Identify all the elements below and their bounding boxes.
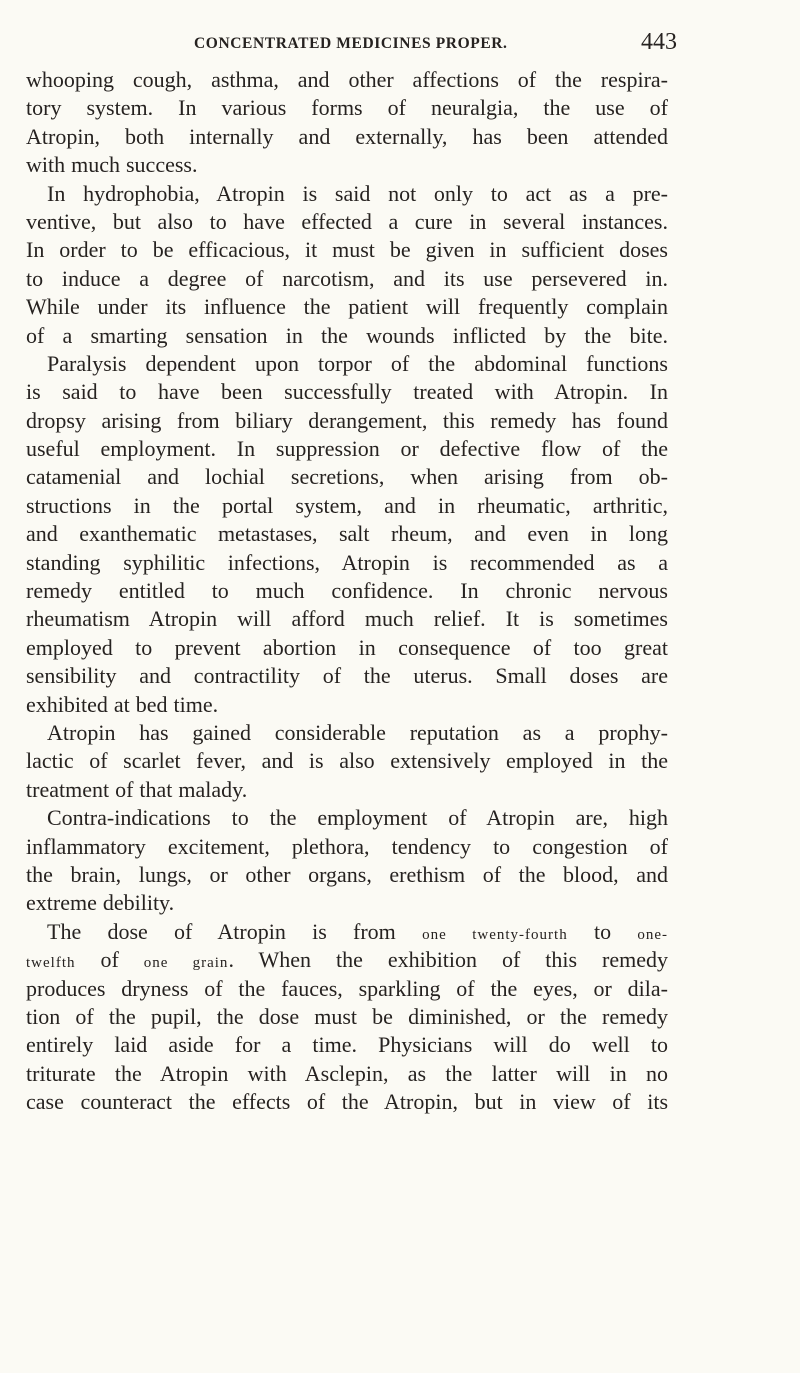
page-number: 443 — [641, 29, 677, 55]
text-line: structions in the portal system, and in rheumatic, arthritic, — [26, 492, 668, 518]
body-text — [26, 66, 668, 1116]
text-line: and exanthematic metastases, salt rheum, and even in long — [26, 521, 668, 547]
text-line: to induce a degree of narcotism, and its use persevered in. — [26, 265, 668, 291]
text-line: sensibility and contractility of the uterus. Small doses are — [26, 663, 668, 689]
text-line: Paralysis dependent upon torpor of the abdominal functions — [47, 350, 668, 376]
text-line: is said to have been successfully treated with Atropin. In — [26, 379, 668, 405]
text-line: treatment of that malady. — [26, 776, 248, 802]
text-line: dropsy arising from biliary derangement, this remedy has found — [26, 407, 668, 433]
text-line: catamenial and lochial secretions, when arising from ob- — [26, 464, 668, 490]
text-line: triturate the Atropin with Asclepin, as the latter will in no — [26, 1060, 668, 1086]
text-line: with much success. — [26, 152, 198, 178]
text-line: extreme debility. — [26, 890, 175, 916]
text-line: produces dryness of the fauces, sparkling of the eyes, or dila- — [26, 975, 668, 1001]
running-title: CONCENTRATED MEDICINES PROPER. — [194, 35, 508, 52]
dose-small-caps: twelfth — [26, 955, 76, 972]
text-line: ventive, but also to have effected a cure in several instances. — [26, 208, 668, 234]
text-line: exhibited at bed time. — [26, 691, 219, 717]
text-line: rheumatism Atropin will afford much relief. It is sometimes — [26, 606, 668, 632]
dose-small-caps: one grain — [143, 955, 229, 972]
text-line: useful employment. In suppression or defective flow of the — [26, 436, 668, 462]
text-line: entirely laid aside for a time. Physicians will do well to — [26, 1032, 668, 1058]
text-line: Atropin has gained considerable reputation as a prophy- — [47, 719, 668, 745]
text-line: tory system. In various forms of neuralgia, the use of — [26, 95, 668, 121]
text-line: In order to be efficacious, it must be given in sufficient doses — [26, 237, 668, 263]
text-line: remedy entitled to much confidence. In chronic nervous — [26, 578, 668, 604]
text-line: In hydrophobia, Atropin is said not only to act as a pre- — [47, 180, 668, 206]
text-line: lactic of scarlet fever, and is also extensively employed in the — [26, 748, 668, 774]
text-line: employed to prevent abortion in consequence of too great — [26, 634, 668, 660]
text-line: tion of the pupil, the dose must be diminished, or the remedy — [26, 1003, 668, 1029]
text-line: case counteract the effects of the Atropin, but in view of its — [26, 1089, 668, 1115]
text-line: Atropin, both internally and externally, has been attended — [26, 123, 668, 149]
text-run: . When the exhibition of this remedy — [228, 947, 668, 973]
text-run: to — [567, 918, 638, 944]
text-line — [26, 918, 668, 946]
dose-small-caps: one twenty-fourth — [422, 926, 568, 943]
text-line — [26, 946, 668, 974]
text-line: of a smarting sensation in the wounds inflicted by the bite. — [26, 322, 668, 348]
text-line: standing syphilitic infections, Atropin is recommended as a — [26, 549, 668, 575]
text-run: The dose of Atropin is from — [47, 918, 423, 944]
text-run: of — [75, 947, 144, 973]
text-line: whooping cough, asthma, and other affections of the respira- — [26, 67, 668, 92]
text-line: inflammatory excitement, plethora, tendency to congestion of — [26, 833, 668, 859]
text-line: While under its influence the patient will frequently complain — [26, 294, 668, 320]
running-head — [0, 0, 800, 60]
text-line: the brain, lungs, or other organs, erethism of the blood, and — [26, 861, 668, 887]
text-line: Contra-indications to the employment of Atropin are, high — [47, 805, 668, 831]
dose-small-caps: one- — [637, 926, 668, 943]
